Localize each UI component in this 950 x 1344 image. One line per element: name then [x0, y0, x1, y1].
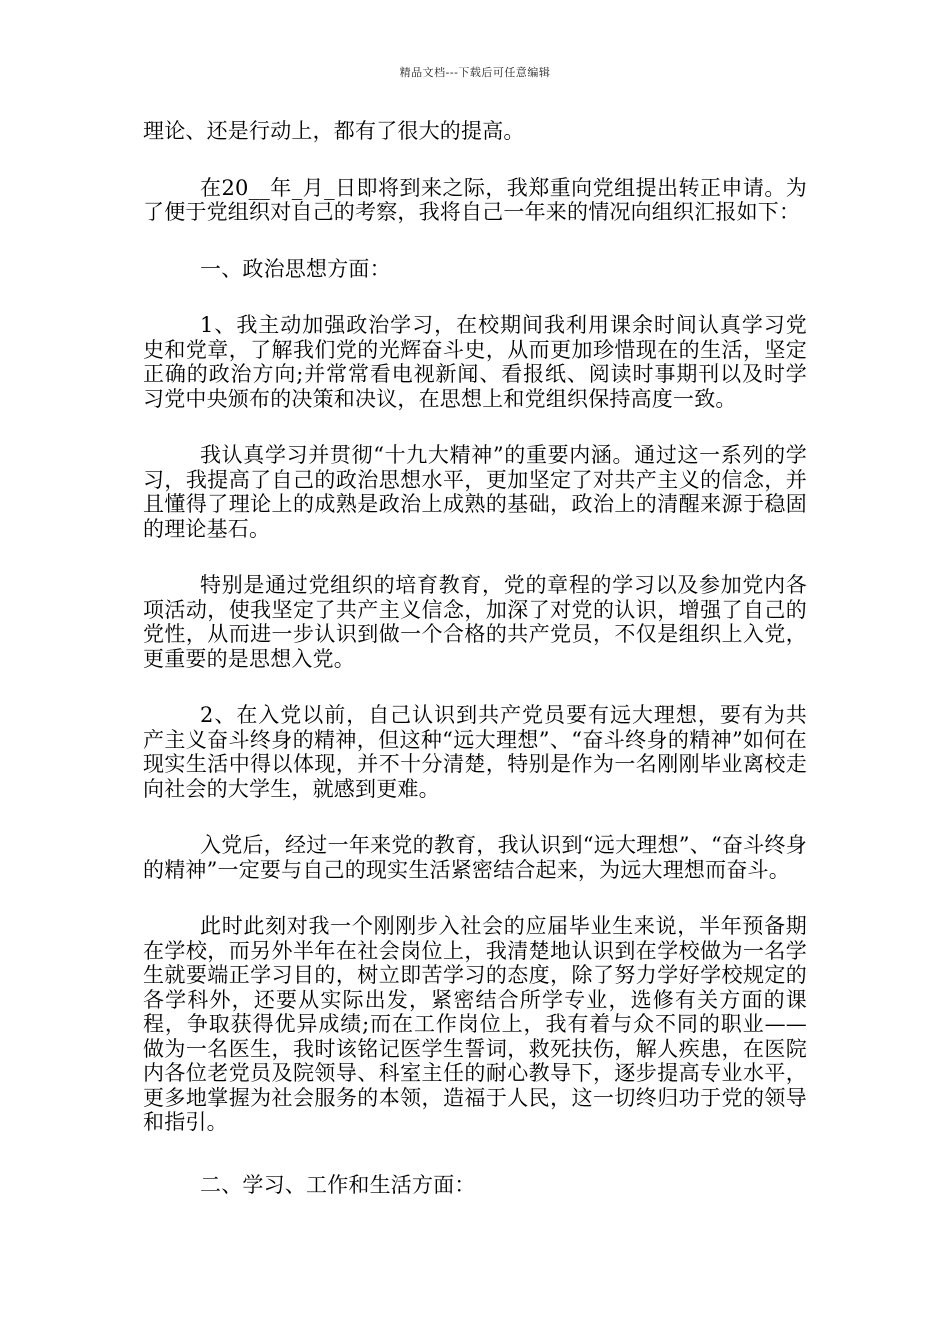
page-header: 精品文档---下载后可任意编辑: [399, 66, 551, 79]
paragraph-ideal: 2、在入党以前，自己认识到共产党员要有远大理想，要有为共产主义奋斗终身的精神，但这种“远大理想”、“奋斗终身的精神”如何在现实生活中得以体现，并不十分清楚，特别是作为一名刚刚毕业离校走向社会的大学生，就感到更难。: [143, 703, 807, 801]
section-heading-study-work: 二、学习、工作和生活方面：: [200, 1172, 476, 1197]
paragraph-study: 1、我主动加强政治学习，在校期间我利用课余时间认真学习党史和党章，了解我们党的光辉奋斗史，从而更加珍惜现在的生活，坚定正确的政治方向;并常常看电视新闻、看报纸、阅读时事期刊以及时学习党中央颁布的决策和决议，在思想上和党组织保持高度一致。: [143, 313, 807, 411]
paragraph-spirit: 我认真学习并贯彻“十九大精神”的重要内涵。通过这一系列的学习，我提高了自己的政治思想水平，更加坚定了对共产主义的信念，并且懂得了理论上的成熟是政治上成熟的基础，政治上的清醒来源于稳固的理论基石。: [143, 443, 807, 541]
section-heading-political: 一、政治思想方面：: [200, 256, 391, 281]
paragraph-graduate: 此时此刻对我一个刚刚步入社会的应届毕业生来说，半年预备期在学校，而另外半年在社会岗位上，我清楚地认识到在学校做为一名学生就要端正学习目的，树立即苦学习的态度，除了努力学好学校规定的各学科外，还要从实际出发，紧密结合所学专业，选修有关方面的课程，争取获得优异成绩;而在工作岗位上，我有着与众不同的职业——做为一名医生，我时该铭记医学生誓词，救死扶伤，解人疾患，在医院内各位老党员及院领导、科室主任的耐心教导下，逐步提高专业水平，更多地掌握为社会服务的本领，造福于人民，这一切终归功于党的领导和指引。: [143, 914, 807, 1134]
paragraph-education: 特别是通过党组织的培育教育，党的章程的学习以及参加党内各项活动，使我坚定了共产主义信念，加深了对党的认识，增强了自己的党性，从而进一步认识到做一个合格的共产党员，不仅是组织上入党，更重要的是思想入党。: [143, 573, 807, 671]
paragraph-after-joining: 入党后，经过一年来党的教育，我认识到“远大理想”、“奋斗终身的精神”一定要与自己的现实生活紧密结合起来，为远大理想而奋斗。: [143, 833, 807, 882]
document-body: [143, 119, 807, 1229]
paragraph-continuation: 理论、还是行动上，都有了很大的提高。: [143, 119, 525, 143]
paragraph-application: 在20__年_月_日即将到来之际，我郑重向党组提出转正申请。为了便于党组织对自己的考察，我将自己一年来的情况向组织汇报如下：: [143, 175, 807, 224]
